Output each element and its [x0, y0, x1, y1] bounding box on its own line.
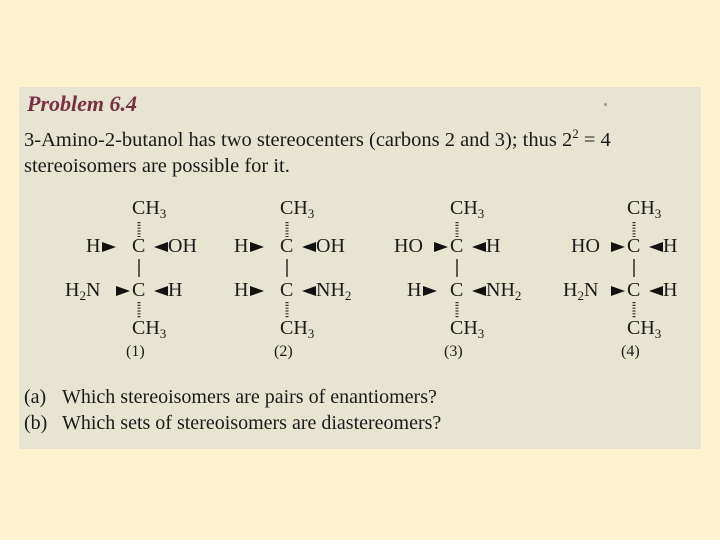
- bonds-4: [559, 197, 709, 347]
- bottom-methyl: $CH_3$: [450, 317, 485, 341]
- c3-right: $NH_2$: [316, 279, 352, 303]
- c3-right: $NH_2$: [486, 279, 522, 303]
- question-label: (a): [24, 386, 47, 408]
- c3-carbon: C: [627, 279, 641, 301]
- question-b: [24, 411, 441, 435]
- intro-exponent: 2: [572, 126, 579, 141]
- top-methyl: $CH_3$: [132, 197, 167, 221]
- c2-left: HO: [571, 235, 600, 257]
- c2-right: H: [486, 235, 501, 257]
- c2-right: OH: [316, 235, 345, 257]
- c3-left: H: [234, 279, 249, 301]
- structure-3: [382, 197, 532, 360]
- question-label: (b): [24, 412, 48, 434]
- c3-left: H: [407, 279, 422, 301]
- top-methyl: $CH_3$: [627, 197, 662, 221]
- structure-4: [559, 197, 709, 360]
- question-a: [24, 385, 437, 409]
- problem-panel: [19, 87, 701, 449]
- structure-label: (2): [274, 343, 293, 360]
- bottom-methyl: $CH_3$: [280, 317, 315, 341]
- problem-intro: [24, 127, 696, 179]
- structure-label: (1): [126, 343, 145, 360]
- bottom-methyl: $CH_3$: [627, 317, 662, 341]
- c2-carbon: C: [132, 235, 146, 257]
- structure-label: (3): [444, 343, 463, 360]
- bottom-methyl: $CH_3$: [132, 317, 167, 341]
- c3-right: H: [663, 279, 678, 301]
- intro-text-2: = 4 stereoisomers are possible for it.: [24, 129, 611, 177]
- c2-carbon: C: [280, 235, 294, 257]
- intro-text-1: 3-Amino-2-butanol has two stereocenters (carbons 2 and 3); thus 2: [24, 129, 573, 151]
- c2-carbon: C: [627, 235, 641, 257]
- c3-right: H: [168, 279, 183, 301]
- c3-left: $H_2N$: [65, 279, 101, 303]
- question-text: Which sets of stereoisomers are diastereomers?: [62, 412, 442, 434]
- c2-left: HO: [394, 235, 423, 257]
- c2-left: H: [234, 235, 249, 257]
- structure-label: (4): [621, 343, 640, 360]
- top-methyl: $CH_3$: [450, 197, 485, 221]
- c3-carbon: C: [450, 279, 464, 301]
- c2-carbon: C: [450, 235, 464, 257]
- speck: [604, 103, 607, 106]
- bonds-3: [382, 197, 532, 347]
- top-methyl: $CH_3$: [280, 197, 315, 221]
- c2-left: H: [86, 235, 101, 257]
- structure-1: [64, 197, 214, 360]
- c2-right: OH: [168, 235, 197, 257]
- bonds-2: [212, 197, 362, 347]
- question-text: Which stereoisomers are pairs of enantiomers?: [62, 386, 437, 408]
- problem-title: Problem 6.4: [27, 91, 137, 116]
- c2-right: H: [663, 235, 678, 257]
- bonds-1: [64, 197, 214, 347]
- c3-carbon: C: [132, 279, 146, 301]
- c3-carbon: C: [280, 279, 294, 301]
- structure-2: [212, 197, 362, 360]
- c3-left: $H_2N$: [563, 279, 599, 303]
